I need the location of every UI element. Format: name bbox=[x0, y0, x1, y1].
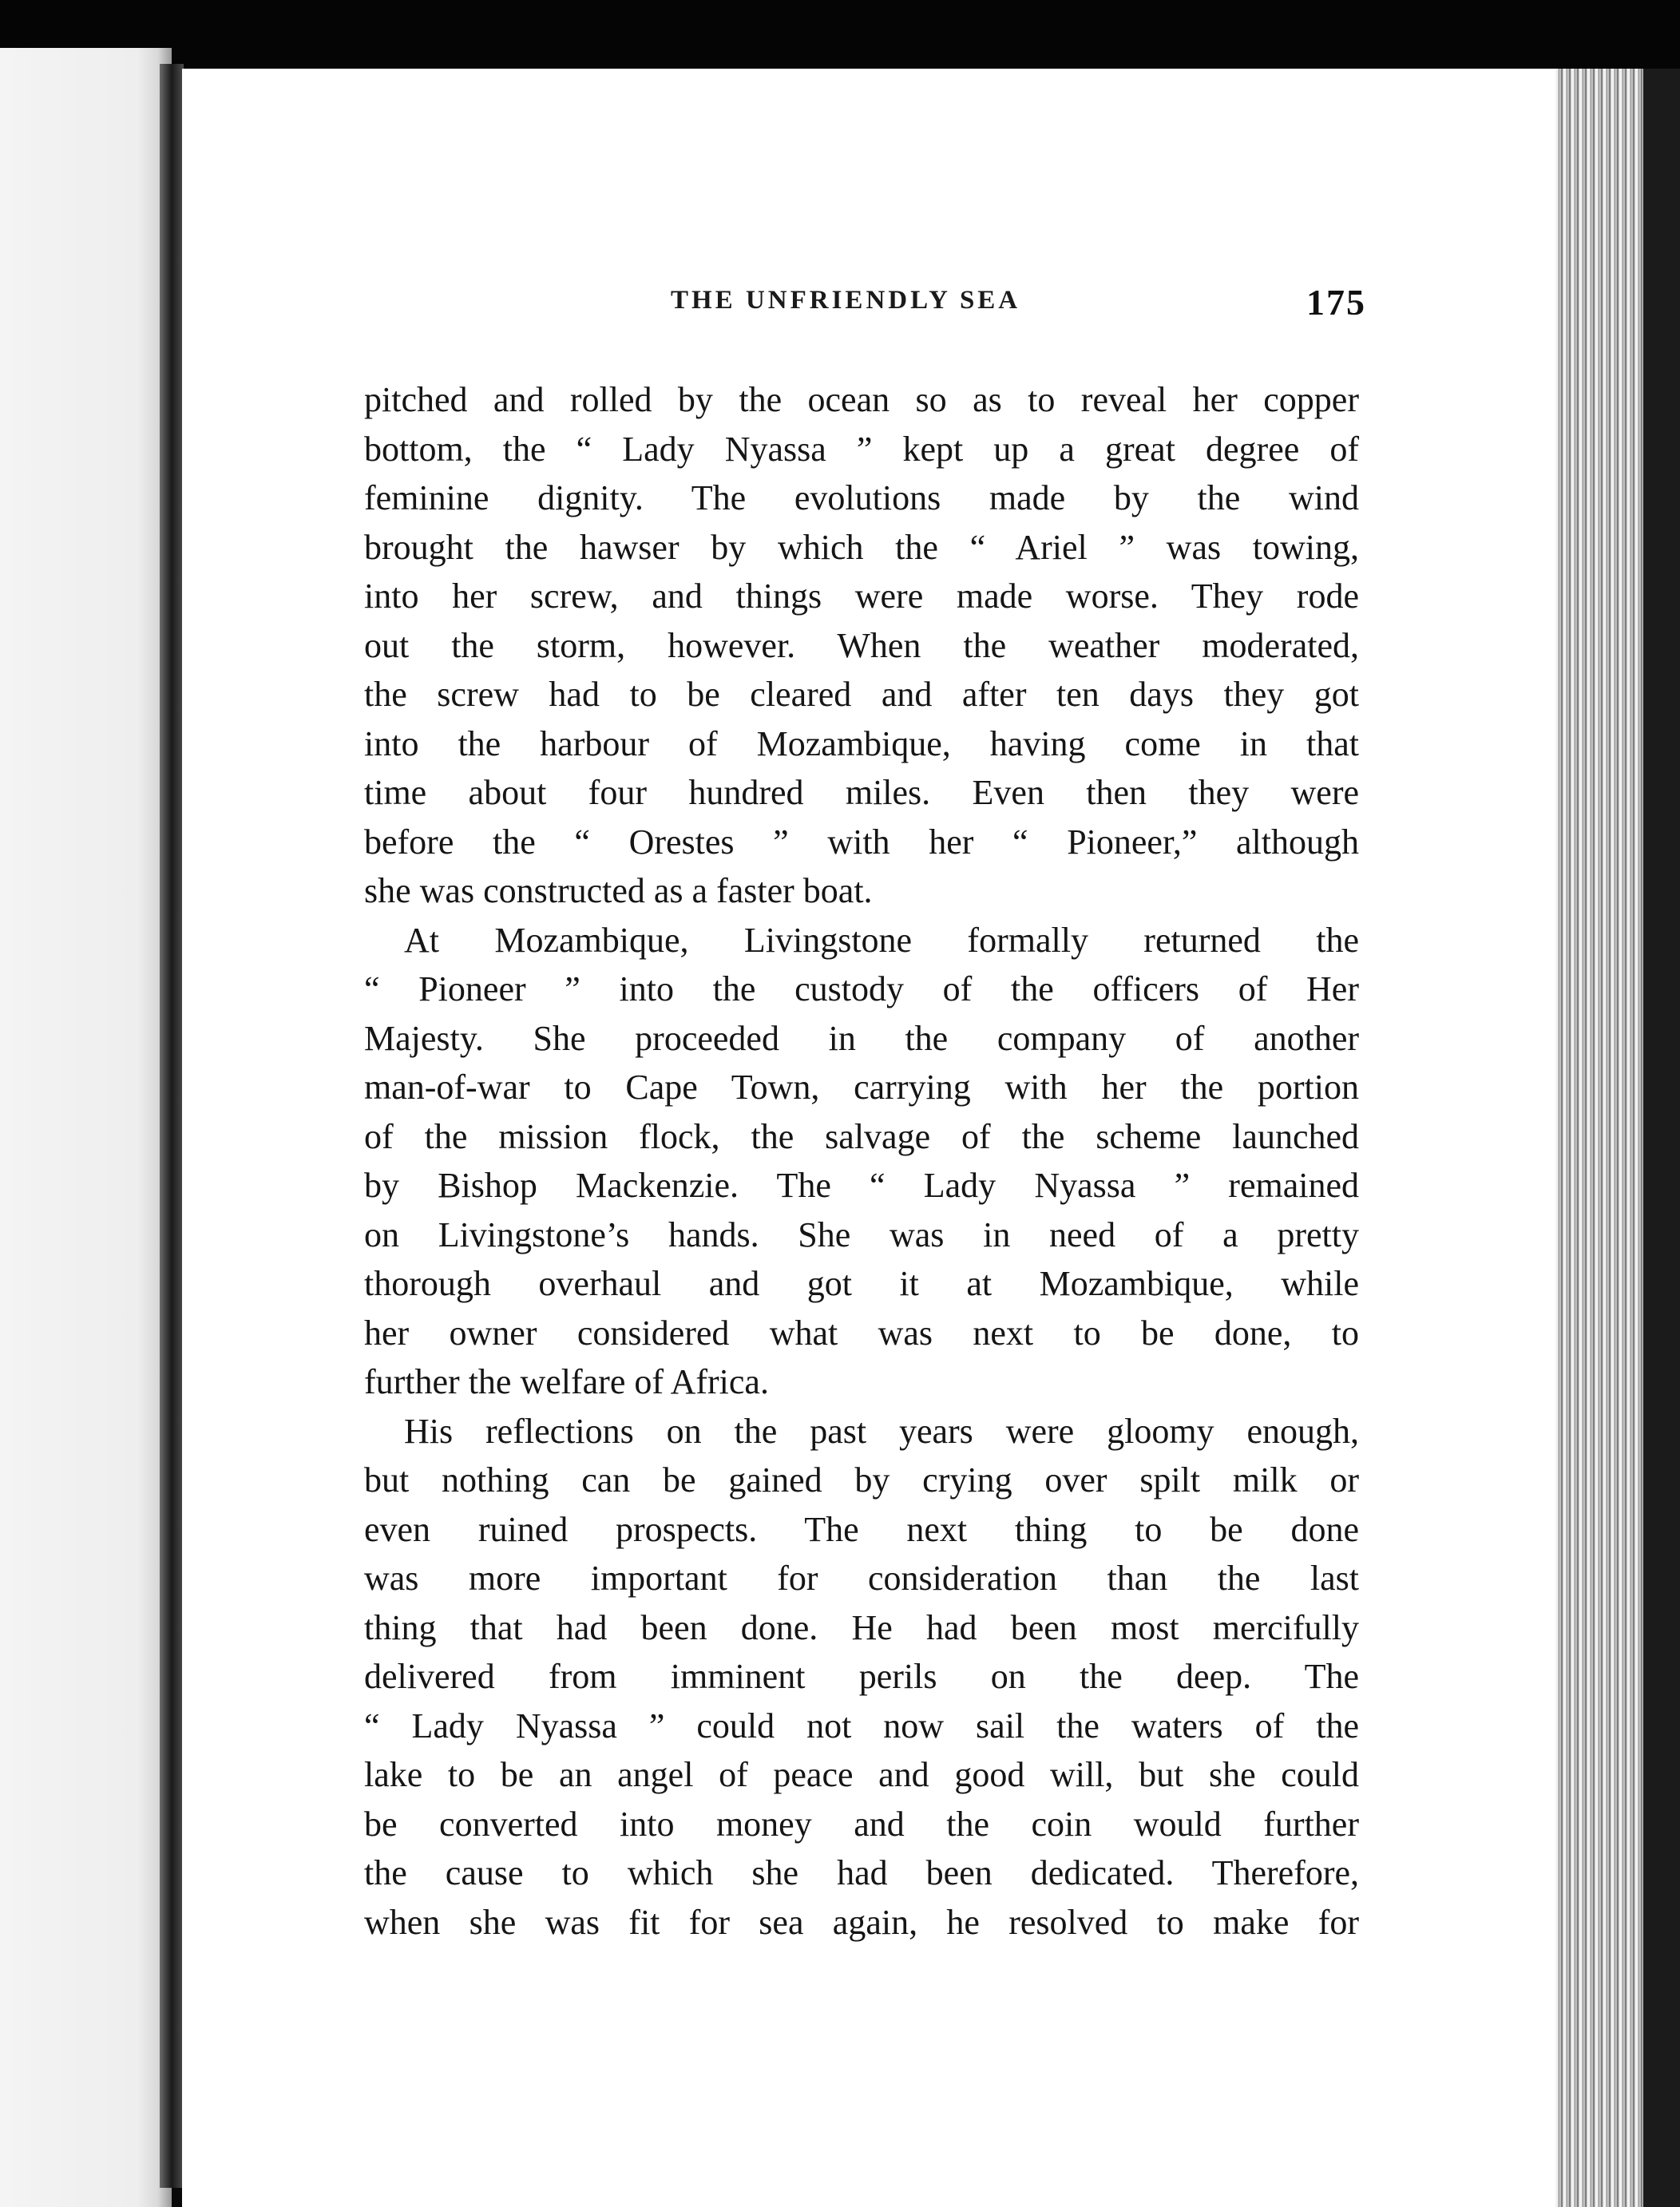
book-binding-gutter bbox=[160, 64, 184, 2188]
scan-background-top bbox=[0, 0, 1680, 69]
text-line: into her screw, and things were made worse. They rode bbox=[364, 577, 1359, 616]
text-line: out the storm, however. When the weather moderated, bbox=[364, 625, 1359, 665]
text-line: His reflections on the past years were gloomy enough, bbox=[404, 1411, 1359, 1451]
text-line: on Livingstone’s hands. She was in need of a pretty bbox=[364, 1214, 1359, 1254]
text-line: thing that had been done. He had been most mercifully bbox=[364, 1607, 1359, 1647]
text-line: feminine dignity. The evolutions made by the wind bbox=[364, 478, 1359, 517]
text-line: when she was fit for sea again, he resolved to make for bbox=[364, 1902, 1359, 1942]
text-line: brought the hawser by which the “ Ariel ” was towing, bbox=[364, 527, 1359, 567]
text-line: by Bishop Mackenzie. The “ Lady Nyassa ” remained bbox=[364, 1166, 1359, 1205]
running-title: THE UNFRIENDLY SEA bbox=[671, 286, 1021, 315]
text-line: man-of-war to Cape Town, carrying with her the portion bbox=[364, 1068, 1359, 1107]
text-line: before the “ Orestes ” with her “ Pioneer,” although bbox=[364, 822, 1359, 862]
text-line: further the welfare of Africa. bbox=[364, 1362, 769, 1401]
running-header bbox=[367, 282, 1366, 334]
scan-background-right bbox=[1643, 69, 1680, 2207]
text-line: thorough overhaul and got it at Mozambique, while bbox=[364, 1264, 1359, 1303]
paragraph bbox=[364, 1407, 1359, 1947]
page-number: 175 bbox=[1306, 282, 1366, 323]
text-line: lake to be an angel of peace and good will, but she could bbox=[364, 1755, 1359, 1794]
text-line: her owner considered what was next to be done, to bbox=[364, 1313, 1359, 1353]
previous-page-edge bbox=[0, 48, 172, 2207]
text-line: At Mozambique, Livingstone formally returned the bbox=[404, 920, 1359, 960]
text-line: bottom, the “ Lady Nyassa ” kept up a great degree of bbox=[364, 429, 1359, 469]
text-line: even ruined prospects. The next thing to be done bbox=[364, 1509, 1359, 1549]
text-line: “ Lady Nyassa ” could not now sail the waters of the bbox=[364, 1706, 1359, 1745]
text-line: the cause to which she had been dedicated. Therefore, bbox=[364, 1853, 1359, 1892]
text-line: time about four hundred miles. Even then they were bbox=[364, 773, 1359, 812]
page-edges bbox=[1555, 69, 1643, 2207]
text-line: she was constructed as a faster boat. bbox=[364, 871, 873, 910]
text-line: the screw had to be cleared and after ten days they got bbox=[364, 675, 1359, 714]
body-text bbox=[364, 375, 1359, 1947]
text-line: Majesty. She proceeded in the company of another bbox=[364, 1018, 1359, 1058]
text-line: pitched and rolled by the ocean so as to reveal her copper bbox=[364, 380, 1359, 419]
text-line: of the mission flock, the salvage of the scheme launched bbox=[364, 1116, 1359, 1156]
text-line: be converted into money and the coin would further bbox=[364, 1804, 1359, 1844]
text-line: delivered from imminent perils on the deep. The bbox=[364, 1657, 1359, 1696]
text-line: was more important for consideration than the last bbox=[364, 1559, 1359, 1598]
paragraph bbox=[364, 916, 1359, 1407]
text-line: into the harbour of Mozambique, having come in that bbox=[364, 723, 1359, 763]
paragraph bbox=[364, 375, 1359, 916]
text-line: but nothing can be gained by crying over spilt milk or bbox=[364, 1460, 1359, 1500]
text-line: “ Pioneer ” into the custody of the officers of Her bbox=[364, 969, 1359, 1008]
